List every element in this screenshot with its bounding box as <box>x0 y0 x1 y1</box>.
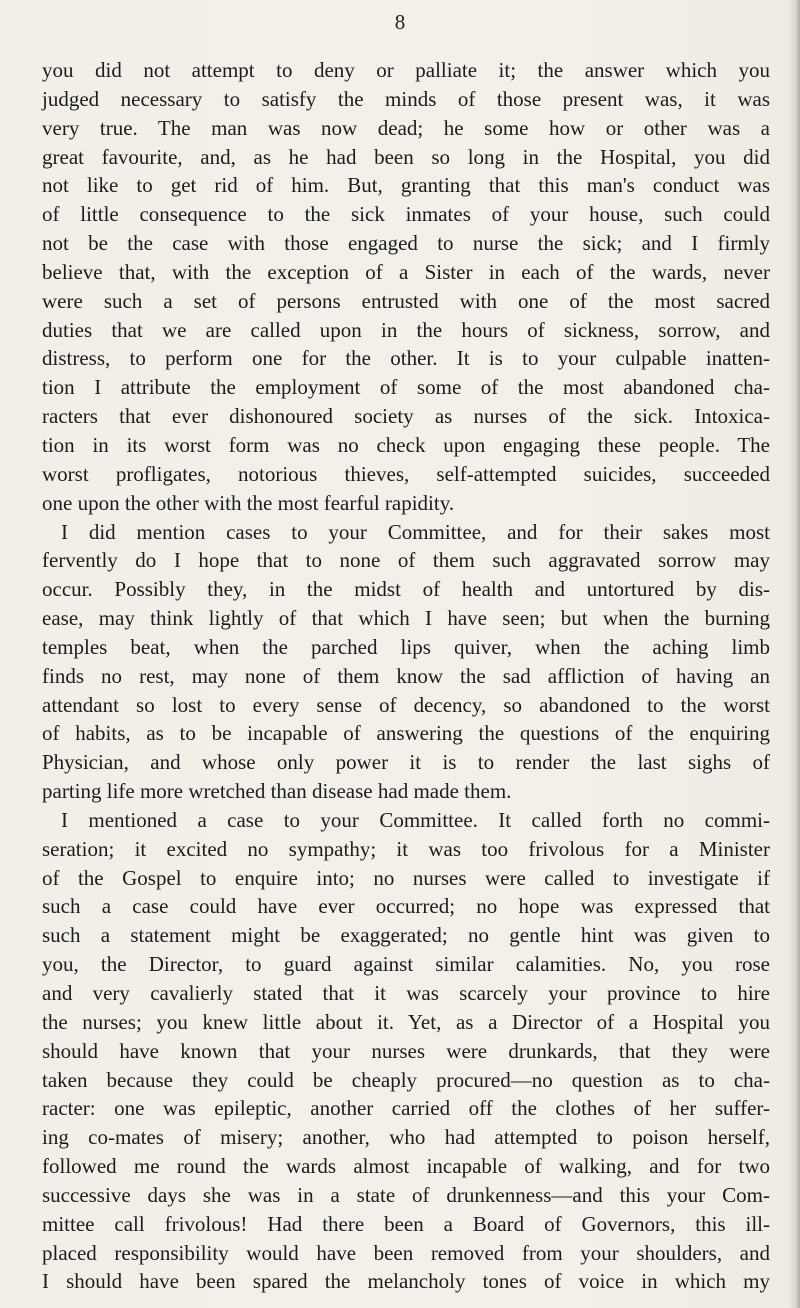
text-line: racter: one was epileptic, another carried off the clothes of her suffer- <box>42 1096 770 1121</box>
text-line: I did mention cases to your Committee, and for their sakes most <box>61 519 770 544</box>
text-line: you, the Director, to guard against similar calamities. No, you rose <box>42 952 770 977</box>
text-line: racters that ever dishonoured society as nurses of the sick. Intoxica- <box>42 404 770 429</box>
text-line: placed responsibility would have been removed from your shoulders, and <box>42 1240 770 1265</box>
text-line: I should have been spared the melancholy tones of voice in which my <box>42 1269 770 1294</box>
text-line: parting life more wretched than disease had made them. <box>42 779 512 804</box>
text-line: of habits, as to be incapable of answering the questions of the enquiring <box>42 721 770 746</box>
text-line: of little consequence to the sick inmates of your house, such could <box>42 202 770 227</box>
text-line: I mentioned a case to your Committee. It called forth no commi- <box>61 807 770 832</box>
text-line: tion in its worst form was no check upon engaging these people. The <box>42 432 770 457</box>
text-line: Physician, and whose only power it is to render the last sighs of <box>42 750 770 775</box>
text-line: and very cavalierly stated that it was scarcely your province to hire <box>42 981 770 1005</box>
text-line: judged necessary to satisfy the minds of those present was, it was <box>42 86 770 111</box>
body-text <box>42 56 770 1296</box>
text-line: occur. Possibly they, in the midst of health and untortured by dis- <box>42 577 770 602</box>
text-line: distress, to perform one for the other. It is to your culpable inatten- <box>42 346 770 371</box>
text-line: such a case could have ever occurred; no hope was expressed that <box>42 894 770 919</box>
text-line: of the Gospel to enquire into; no nurses were called to investigate if <box>42 865 770 890</box>
text-line: seration; it excited no sympathy; it was too frivolous for a Minister <box>42 836 770 861</box>
page-edge-shadow <box>788 0 800 1308</box>
text-line: followed me round the wards almost incapable of walking, and for two <box>42 1154 770 1179</box>
text-line: not like to get rid of him. But, granting that this man's conduct was <box>42 173 770 198</box>
text-line: should have known that your nurses were drunkards, that they were <box>42 1038 770 1063</box>
text-line: were such a set of persons entrusted with one of the most sacred <box>42 288 770 313</box>
text-line: mittee call frivolous! Had there been a Board of Governors, this ill- <box>42 1211 770 1236</box>
text-line: temples beat, when the parched lips quiver, when the aching limb <box>42 634 770 659</box>
text-line: worst profligates, notorious thieves, self-attempted suicides, succeeded <box>42 461 770 486</box>
text-line: ing co-mates of misery; another, who had attempted to poison herself, <box>42 1125 770 1150</box>
text-line: duties that we are called upon in the hours of sickness, sorrow, and <box>42 317 770 342</box>
text-line: successive days she was in a state of drunkenness—and this your Com- <box>42 1182 770 1207</box>
text-line: you did not attempt to deny or palliate it; the answer which you <box>42 58 770 82</box>
text-line: very true. The man was now dead; he some how or other was a <box>42 115 770 140</box>
text-line: one upon the other with the most fearful rapidity. <box>42 490 455 515</box>
text-line: finds no rest, may none of them know the sad affliction of having an <box>42 663 770 688</box>
text-line: such a statement might be exaggerated; no gentle hint was given to <box>42 923 770 948</box>
text-line: tion I attribute the employment of some of the most abandoned cha- <box>42 375 770 400</box>
text-line: the nurses; you knew little about it. Yet, as a Director of a Hospital you <box>42 1009 770 1034</box>
text-line: fervently do I hope that to none of them such aggravated sorrow may <box>42 548 770 573</box>
page-number: 8 <box>394 10 406 34</box>
text-line: ease, may think lightly of that which I have seen; but when the burning <box>42 606 770 631</box>
text-line: attendant so lost to every sense of decency, so abandoned to the worst <box>42 692 770 717</box>
text-line: great favourite, and, as he had been so long in the Hospital, you did <box>42 144 770 169</box>
text-line: believe that, with the exception of a Sister in each of the wards, never <box>42 259 770 284</box>
text-line: taken because they could be cheaply procured—no question as to cha- <box>42 1067 770 1092</box>
text-line: not be the case with those engaged to nurse the sick; and I firmly <box>42 231 770 256</box>
